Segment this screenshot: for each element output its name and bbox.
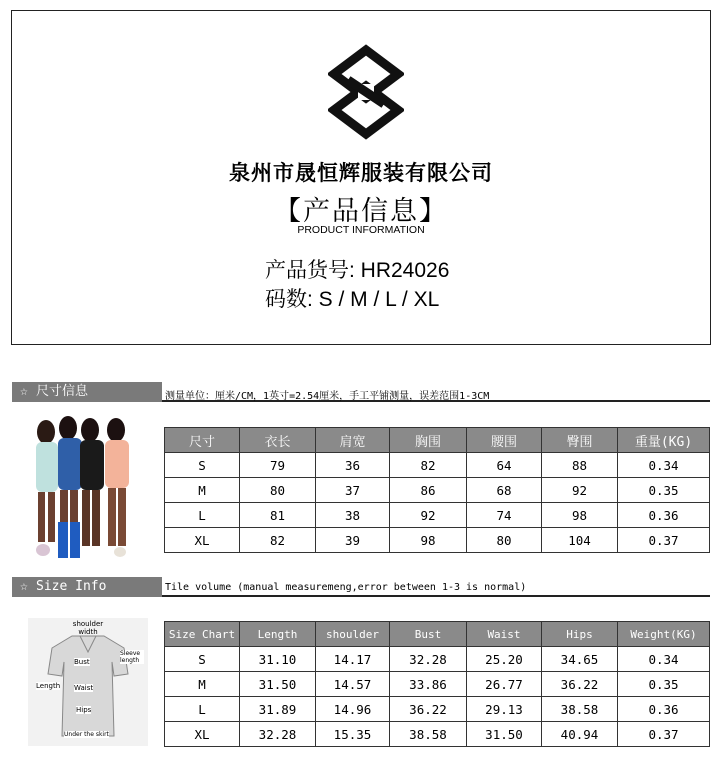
company-logo-icon	[328, 44, 404, 140]
table-cell: 92	[542, 478, 618, 503]
column-header: 重量(KG)	[618, 428, 710, 453]
table-cell: 14.17	[316, 647, 390, 672]
column-header: 腰围	[467, 428, 542, 453]
table-row	[165, 503, 710, 528]
table-cell: 14.57	[316, 672, 390, 697]
table-cell: 80	[467, 528, 542, 553]
table-cell: 37	[316, 478, 390, 503]
table-cell: L	[165, 503, 240, 528]
sketch-label-waist: Waist	[74, 684, 94, 692]
table-cell: 98	[390, 528, 467, 553]
en-section-label	[12, 577, 162, 597]
table-cell: L	[165, 697, 240, 722]
table-cell: 36	[316, 453, 390, 478]
table-cell: 92	[390, 503, 467, 528]
column-header: Size Chart	[165, 622, 240, 647]
column-header: 衣长	[240, 428, 316, 453]
table-header-row	[165, 428, 710, 453]
table-cell: 31.10	[240, 647, 316, 672]
garment-measurement-sketch	[28, 618, 148, 746]
table-cell: 0.35	[618, 672, 710, 697]
en-measure-note: Tile volume (manual measuremeng,error between 1-3 is normal)	[165, 582, 527, 593]
table-cell: 88	[542, 453, 618, 478]
sketch-label-shoulder: shoulder width	[72, 620, 104, 636]
table-cell: 31.50	[240, 672, 316, 697]
table-cell: 38.58	[390, 722, 467, 747]
table-cell: 98	[542, 503, 618, 528]
table-header-row	[165, 622, 710, 647]
table-cell: 29.13	[467, 697, 542, 722]
table-cell: M	[165, 672, 240, 697]
table-cell: 80	[240, 478, 316, 503]
table-cell: 104	[542, 528, 618, 553]
table-cell: M	[165, 478, 240, 503]
table-row	[165, 647, 710, 672]
table-cell: 31.50	[467, 722, 542, 747]
table-cell: 14.96	[316, 697, 390, 722]
sketch-label-sleeve: Sleeve length	[120, 650, 144, 664]
sketch-label-under: Under the skirt	[64, 731, 109, 738]
company-name: 泉州市晟恒辉服装有限公司	[229, 160, 493, 185]
table-cell: S	[165, 647, 240, 672]
table-cell: 39	[316, 528, 390, 553]
column-header: Bust	[390, 622, 467, 647]
table-row	[165, 722, 710, 747]
table-cell: 0.36	[618, 503, 710, 528]
column-header: 尺寸	[165, 428, 240, 453]
cn-size-table	[164, 427, 710, 553]
table-cell: XL	[165, 528, 240, 553]
product-number: 产品货号: HR24026	[265, 259, 450, 282]
table-cell: 82	[240, 528, 316, 553]
table-row	[165, 478, 710, 503]
table-cell: 68	[467, 478, 542, 503]
table-cell: 81	[240, 503, 316, 528]
cn-measure-note: 测量单位：厘米/CM，1英寸=2.54厘米，手工平铺测量，误差范围1-3CM	[165, 391, 490, 402]
column-header: Waist	[467, 622, 542, 647]
table-cell: 32.28	[240, 722, 316, 747]
table-cell: 34.65	[542, 647, 618, 672]
table-cell: 25.20	[467, 647, 542, 672]
table-cell: 74	[467, 503, 542, 528]
table-cell: 64	[467, 453, 542, 478]
table-row	[165, 697, 710, 722]
table-cell: 0.35	[618, 478, 710, 503]
table-cell: 0.36	[618, 697, 710, 722]
en-section-divider	[162, 595, 710, 597]
table-cell: 36.22	[390, 697, 467, 722]
en-section-title: Size Info	[36, 579, 107, 594]
sketch-label-length: Length	[36, 682, 61, 690]
table-cell: 36.22	[542, 672, 618, 697]
column-header: Hips	[542, 622, 618, 647]
product-info-title: 【产品信息】	[274, 196, 448, 227]
column-header: Weight(KG)	[618, 622, 710, 647]
table-cell: 26.77	[467, 672, 542, 697]
table-cell: 79	[240, 453, 316, 478]
table-cell: 15.35	[316, 722, 390, 747]
table-row	[165, 453, 710, 478]
table-cell: S	[165, 453, 240, 478]
table-cell: 33.86	[390, 672, 467, 697]
column-header: 胸围	[390, 428, 467, 453]
table-cell: 82	[390, 453, 467, 478]
table-cell: 32.28	[390, 647, 467, 672]
table-cell: 31.89	[240, 697, 316, 722]
table-row	[165, 672, 710, 697]
table-cell: 40.94	[542, 722, 618, 747]
table-cell: 38.58	[542, 697, 618, 722]
star-icon: ☆	[20, 384, 28, 399]
star-icon: ☆	[20, 579, 28, 594]
table-cell: 0.34	[618, 647, 710, 672]
table-cell: XL	[165, 722, 240, 747]
sketch-label-hips: Hips	[76, 706, 92, 714]
table-cell: 0.37	[618, 528, 710, 553]
table-row	[165, 528, 710, 553]
model-photo	[28, 410, 140, 562]
column-header: 臀围	[542, 428, 618, 453]
table-cell: 38	[316, 503, 390, 528]
sketch-label-bust: Bust	[74, 658, 90, 666]
table-cell: 0.34	[618, 453, 710, 478]
cn-section-label	[12, 382, 162, 402]
column-header: 肩宽	[316, 428, 390, 453]
column-header: Length	[240, 622, 316, 647]
column-header: shoulder	[316, 622, 390, 647]
table-cell: 86	[390, 478, 467, 503]
available-sizes: 码数: S / M / L / XL	[265, 288, 440, 311]
product-info-card	[11, 10, 711, 345]
product-info-subtitle: PRODUCT INFORMATION	[297, 224, 425, 236]
en-size-table	[164, 621, 710, 747]
cn-section-title: 尺寸信息	[36, 384, 89, 399]
table-cell: 0.37	[618, 722, 710, 747]
